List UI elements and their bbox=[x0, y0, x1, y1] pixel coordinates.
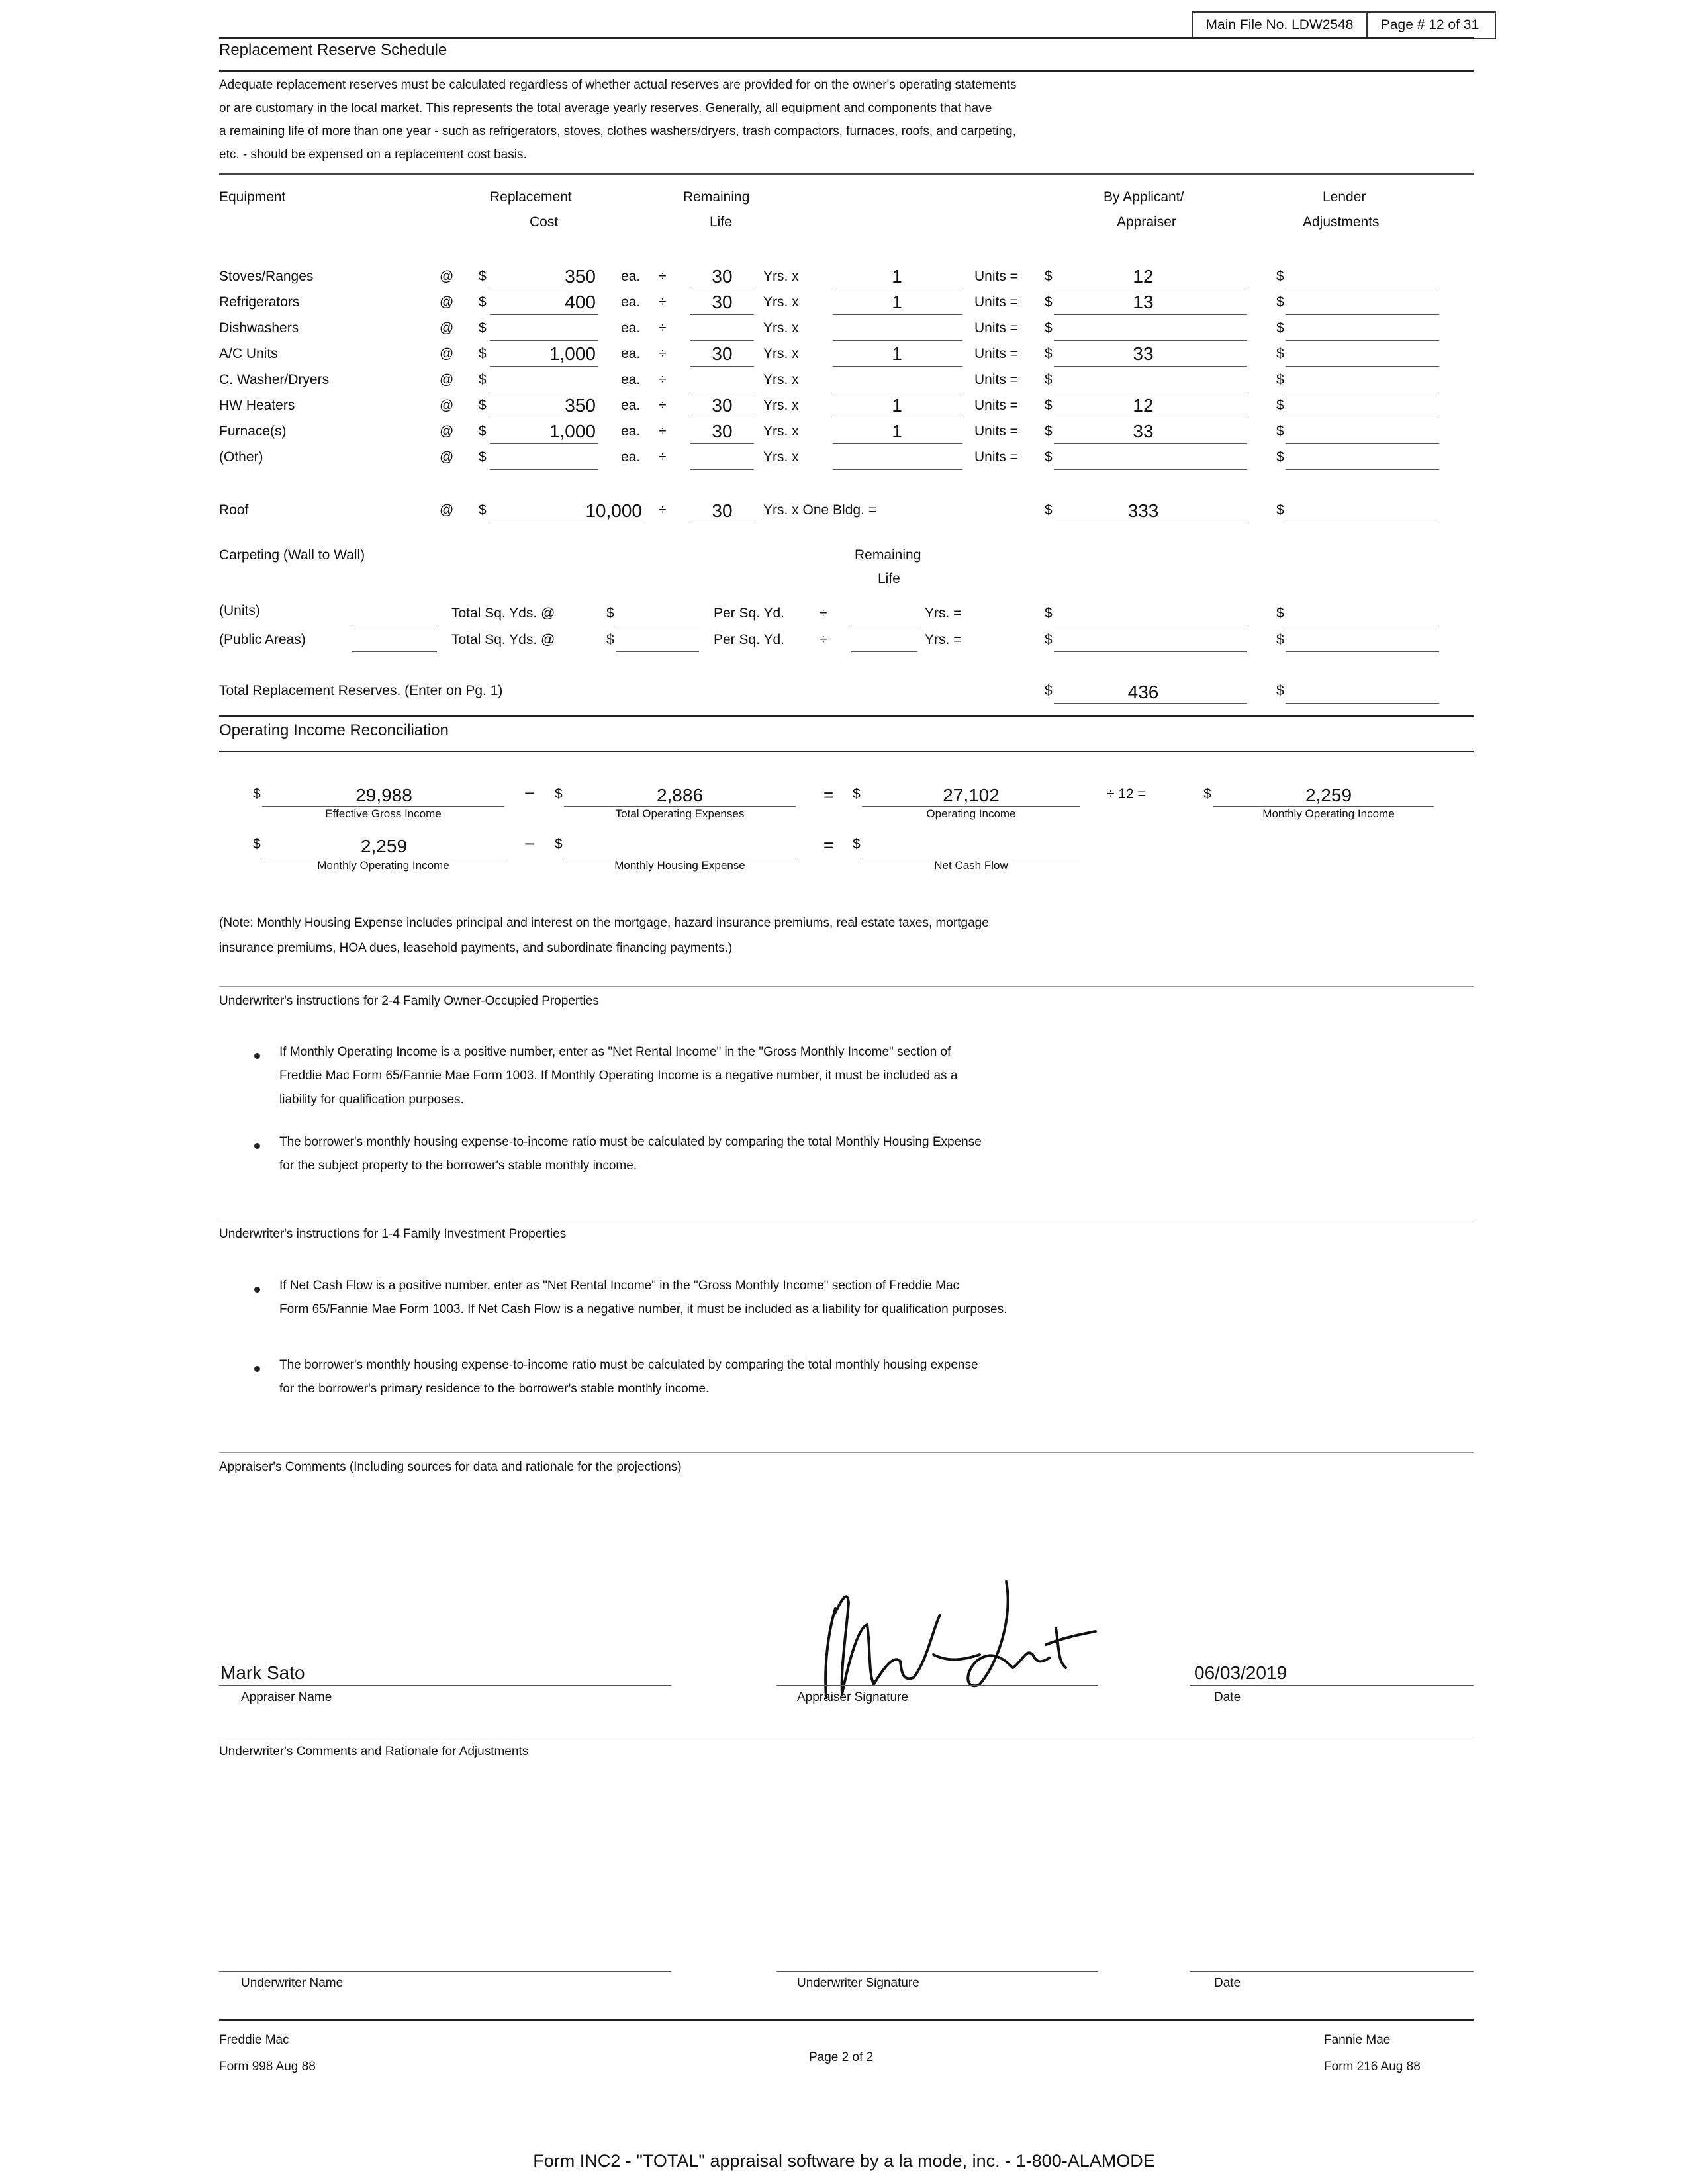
each-label: ea. bbox=[621, 398, 641, 413]
dollar-sign: $ bbox=[1276, 632, 1284, 647]
cost-line bbox=[490, 314, 598, 315]
total-sq-yds: Total Sq. Yds. @ bbox=[451, 606, 555, 621]
per-sq-yd: Per Sq. Yd. bbox=[714, 632, 785, 647]
dollar-sign: $ bbox=[1276, 346, 1284, 361]
software-footer: Form INC2 - "TOTAL" appraisal software by a la mode, inc. - 1-800-ALAMODE bbox=[533, 2151, 1155, 2171]
dollar-sign: $ bbox=[1045, 683, 1053, 698]
minus-sign: − bbox=[524, 834, 535, 854]
yrs-equals: Yrs. = bbox=[925, 606, 962, 621]
underwriter-name-line[interactable] bbox=[219, 1971, 671, 1972]
carpet-life: Life bbox=[878, 571, 900, 586]
amount-line bbox=[1054, 340, 1247, 341]
underwriter-signature-line[interactable] bbox=[776, 1971, 1098, 1972]
dollar-sign: $ bbox=[479, 502, 487, 518]
cost-line bbox=[490, 469, 598, 470]
each-label: ea. bbox=[621, 295, 641, 310]
yrs-times: Yrs. x bbox=[763, 269, 799, 284]
units-equals: Units = bbox=[974, 449, 1018, 465]
at-sign: @ bbox=[440, 372, 454, 387]
at-sign: @ bbox=[440, 269, 454, 284]
unit-count[interactable]: 1 bbox=[892, 266, 902, 287]
at-sign: @ bbox=[440, 424, 454, 439]
each-label: ea. bbox=[621, 449, 641, 465]
total-amount-line bbox=[1054, 703, 1247, 704]
each-label: ea. bbox=[621, 372, 641, 387]
dollar-sign: $ bbox=[1276, 449, 1284, 465]
remaining-life[interactable]: 30 bbox=[712, 292, 733, 312]
equipment-name: A/C Units bbox=[219, 346, 278, 361]
carpet-units-label: (Units) bbox=[219, 603, 260, 618]
intro-line: etc. - should be expensed on a replacement cost basis. bbox=[219, 148, 527, 161]
yrs-times: Yrs. x bbox=[763, 398, 799, 413]
unit-count[interactable]: 1 bbox=[892, 292, 902, 312]
carpet-public-lender-line[interactable] bbox=[1286, 651, 1439, 652]
total-lender-line[interactable] bbox=[1286, 703, 1439, 704]
underwriter-signature-label: Underwriter Signature bbox=[797, 1976, 919, 1990]
cost-line bbox=[490, 340, 598, 341]
remaining-life[interactable]: 30 bbox=[712, 266, 733, 287]
replacement-cost[interactable]: 400 bbox=[565, 292, 596, 312]
uw14-title: Underwriter's instructions for 1-4 Family Investment Properties bbox=[219, 1227, 567, 1241]
total-reserves-amount[interactable]: 436 bbox=[1127, 682, 1159, 702]
bullet-icon bbox=[254, 1366, 260, 1372]
operating-income[interactable]: 27,102 bbox=[943, 785, 1000, 805]
units-line bbox=[833, 469, 962, 470]
col-lender: Lender bbox=[1323, 189, 1366, 205]
dollar-sign: $ bbox=[1276, 398, 1284, 413]
intro-line: Adequate replacement reserves must be calculated regardless of whether actual reserves are provided for on the owner's operating statements bbox=[219, 78, 1017, 92]
moi-line bbox=[1213, 806, 1434, 807]
divide-by-12: ÷ 12 = bbox=[1107, 786, 1146, 801]
effective-gross-income[interactable]: 29,988 bbox=[355, 785, 412, 805]
dollar-sign: $ bbox=[253, 837, 261, 852]
dollar-sign: $ bbox=[1045, 320, 1053, 336]
dollar-sign: $ bbox=[1276, 424, 1284, 439]
dollar-sign: $ bbox=[1045, 269, 1053, 284]
bullet-icon bbox=[254, 1287, 260, 1293]
divide-sign: ÷ bbox=[659, 372, 667, 387]
carpet-public-life-line[interactable] bbox=[851, 651, 917, 652]
dollar-sign: $ bbox=[479, 269, 487, 284]
equipment-name: Furnace(s) bbox=[219, 424, 287, 439]
equipment-name: C. Washer/Dryers bbox=[219, 372, 330, 387]
dollar-sign: $ bbox=[1276, 502, 1284, 518]
uw24-title: Underwriter's instructions for 2-4 Family Owner-Occupied Properties bbox=[219, 994, 599, 1008]
monthly-operating-income-2[interactable]: 2,259 bbox=[360, 836, 408, 856]
moi-label: Monthly Operating Income bbox=[1262, 807, 1395, 820]
equipment-name: Dishwashers bbox=[219, 320, 299, 336]
roof-label: Roof bbox=[219, 502, 249, 518]
oi-label: Operating Income bbox=[926, 807, 1016, 820]
uw24-bullet2-line: for the subject property to the borrower's stable monthly income. bbox=[279, 1159, 637, 1173]
unit-count[interactable]: 1 bbox=[892, 343, 902, 364]
footer-page: Page 2 of 2 bbox=[809, 2050, 874, 2064]
per-sq-yd: Per Sq. Yd. bbox=[714, 606, 785, 621]
uw14-bullet1-line: If Net Cash Flow is a positive number, enter as "Net Rental Income" in the "Gross Monthly Income" section of Freddie Mac bbox=[279, 1279, 960, 1293]
roof-cost[interactable]: 10,000 bbox=[585, 500, 642, 521]
moi2-label: Monthly Operating Income bbox=[317, 859, 449, 872]
units-equals: Units = bbox=[974, 398, 1018, 413]
dollar-sign: $ bbox=[479, 320, 487, 336]
divide-sign: ÷ bbox=[659, 424, 667, 439]
col-equipment: Equipment bbox=[219, 189, 286, 205]
life-line bbox=[690, 314, 754, 315]
cost-line bbox=[490, 366, 598, 367]
each-label: ea. bbox=[621, 269, 641, 284]
appraisal-date[interactable]: 06/03/2019 bbox=[1194, 1662, 1288, 1683]
col-adjustments: Adjustments bbox=[1303, 214, 1380, 230]
each-label: ea. bbox=[621, 424, 641, 439]
replacement-cost[interactable]: 350 bbox=[565, 266, 596, 287]
main-file-number: Main File No. LDW2548 bbox=[1192, 11, 1368, 39]
monthly-operating-income[interactable]: 2,259 bbox=[1305, 785, 1352, 805]
dollar-sign: $ bbox=[1276, 606, 1284, 621]
bullet-icon bbox=[254, 1053, 260, 1059]
dollar-sign: $ bbox=[479, 449, 487, 465]
divider bbox=[219, 1452, 1474, 1453]
yrs-times: Yrs. x bbox=[763, 346, 799, 361]
dollar-sign: $ bbox=[479, 372, 487, 387]
units-equals: Units = bbox=[974, 372, 1018, 387]
units-equals: Units = bbox=[974, 295, 1018, 310]
appraiser-signature-label: Appraiser Signature bbox=[797, 1690, 908, 1704]
divider bbox=[219, 715, 1474, 717]
equals-sign: = bbox=[823, 785, 834, 805]
remaining-life[interactable]: 30 bbox=[712, 343, 733, 364]
divide-sign: ÷ bbox=[659, 346, 667, 361]
at-sign: @ bbox=[440, 449, 454, 465]
roof-life[interactable]: 30 bbox=[712, 500, 733, 521]
units-line bbox=[833, 366, 962, 367]
replacement-cost[interactable]: 1,000 bbox=[549, 343, 596, 364]
underwriter-date-line[interactable] bbox=[1190, 1971, 1474, 1972]
note-line: insurance premiums, HOA dues, leasehold payments, and subordinate financing payments.) bbox=[219, 941, 733, 955]
uw14-bullet2-line: for the borrower's primary residence to the borrower's stable monthly income. bbox=[279, 1382, 710, 1396]
dollar-sign: $ bbox=[1045, 606, 1053, 621]
applicant-amount[interactable]: 13 bbox=[1133, 292, 1154, 312]
divider bbox=[219, 2019, 1474, 2021]
dollar-sign: $ bbox=[1045, 449, 1053, 465]
at-sign: @ bbox=[440, 320, 454, 336]
dollar-sign: $ bbox=[479, 295, 487, 310]
at-sign: @ bbox=[440, 502, 454, 518]
dollar-sign: $ bbox=[1276, 295, 1284, 310]
dollar-sign: $ bbox=[555, 837, 563, 852]
yrs-times: Yrs. x bbox=[763, 372, 799, 387]
equipment-name: (Other) bbox=[219, 449, 263, 465]
divider bbox=[219, 37, 1474, 39]
ncf-label: Net Cash Flow bbox=[934, 859, 1008, 872]
dollar-sign: $ bbox=[1276, 269, 1284, 284]
underwriter-name-label: Underwriter Name bbox=[241, 1976, 344, 1990]
appraiser-comments-title: Appraiser's Comments (Including sources for data and rationale for the projections) bbox=[219, 1460, 682, 1474]
dollar-sign: $ bbox=[1276, 372, 1284, 387]
divider bbox=[219, 986, 1474, 987]
divider bbox=[219, 173, 1474, 175]
units-line bbox=[833, 340, 962, 341]
dollar-sign: $ bbox=[555, 786, 563, 801]
dollar-sign: $ bbox=[606, 606, 614, 621]
lender-line[interactable] bbox=[1286, 314, 1439, 315]
equipment-name: Stoves/Ranges bbox=[219, 269, 314, 284]
bullet-icon bbox=[254, 1143, 260, 1149]
footer-freddie-mac: Freddie Mac bbox=[219, 2033, 289, 2047]
col-cost: Cost bbox=[530, 214, 559, 230]
col-appraiser: Appraiser bbox=[1117, 214, 1176, 230]
uw24-bullet1-line: liability for qualification purposes. bbox=[279, 1093, 464, 1107]
unit-count[interactable]: 1 bbox=[892, 395, 902, 416]
amount-line bbox=[1054, 469, 1247, 470]
carpet-remaining: Remaining bbox=[855, 547, 921, 563]
dollar-sign: $ bbox=[479, 346, 487, 361]
applicant-amount[interactable]: 33 bbox=[1133, 421, 1154, 441]
egi-label: Effective Gross Income bbox=[325, 807, 442, 820]
uw24-bullet1-line: Freddie Mac Form 65/Fannie Mae Form 1003. If Monthly Operating Income is a negative number, it must be included as a bbox=[279, 1069, 958, 1083]
divider bbox=[219, 70, 1474, 72]
carpet-public-qty-line[interactable] bbox=[352, 651, 437, 652]
total-operating-expenses[interactable]: 2,886 bbox=[656, 785, 704, 805]
life-line bbox=[690, 443, 754, 444]
mhe-label: Monthly Housing Expense bbox=[614, 859, 745, 872]
uw24-bullet2-line: The borrower's monthly housing expense-to-income ratio must be calculated by comparing the total Monthly Housing Expense bbox=[279, 1135, 982, 1149]
life-line bbox=[690, 366, 754, 367]
footer-fannie-mae: Fannie Mae bbox=[1324, 2033, 1391, 2047]
appraiser-signature-line bbox=[776, 1685, 1098, 1686]
dollar-sign: $ bbox=[1045, 346, 1053, 361]
units-line bbox=[833, 443, 962, 444]
dollar-sign: $ bbox=[853, 837, 861, 852]
appraiser-name[interactable]: Mark Sato bbox=[220, 1662, 305, 1683]
dollar-sign: $ bbox=[1045, 295, 1053, 310]
remaining-life[interactable]: 30 bbox=[712, 421, 733, 441]
units-line bbox=[833, 314, 962, 315]
at-sign: @ bbox=[440, 398, 454, 413]
footer-fannie-form: Form 216 Aug 88 bbox=[1324, 2060, 1421, 2073]
unit-count[interactable]: 1 bbox=[892, 421, 902, 441]
dollar-sign: $ bbox=[1045, 372, 1053, 387]
intro-line: a remaining life of more than one year - such as refrigerators, stoves, clothes washers/dryers, trash compactors, furnaces, roofs, and carpeting, bbox=[219, 124, 1016, 138]
egi-line bbox=[262, 806, 504, 807]
divide-sign: ÷ bbox=[659, 295, 667, 310]
underwriter-date-label: Date bbox=[1214, 1976, 1241, 1990]
dollar-sign: $ bbox=[1045, 398, 1053, 413]
remaining-life[interactable]: 30 bbox=[712, 395, 733, 416]
life-line bbox=[690, 340, 754, 341]
date-line bbox=[1190, 1685, 1474, 1686]
divide-sign: ÷ bbox=[820, 606, 827, 621]
total-sq-yds: Total Sq. Yds. @ bbox=[451, 632, 555, 647]
equipment-name: HW Heaters bbox=[219, 398, 295, 413]
toe-line bbox=[564, 806, 796, 807]
equipment-name: Refrigerators bbox=[219, 295, 300, 310]
carpet-public-label: (Public Areas) bbox=[219, 632, 306, 647]
dollar-sign: $ bbox=[1045, 632, 1053, 647]
dollar-sign: $ bbox=[853, 786, 861, 801]
appraiser-name-line bbox=[219, 1685, 671, 1686]
section-title-oir: Operating Income Reconciliation bbox=[219, 721, 449, 739]
yrs-times: Yrs. x bbox=[763, 295, 799, 310]
equals-sign: = bbox=[823, 835, 834, 855]
roof-yrs-one-bldg: Yrs. x One Bldg. = bbox=[763, 502, 876, 518]
divide-sign: ÷ bbox=[659, 269, 667, 284]
lender-line[interactable] bbox=[1286, 366, 1439, 367]
divide-sign: ÷ bbox=[659, 502, 667, 518]
units-equals: Units = bbox=[974, 269, 1018, 284]
divide-sign: ÷ bbox=[820, 632, 827, 647]
appraiser-signature bbox=[794, 1562, 1099, 1701]
amount-line bbox=[1054, 443, 1247, 444]
yrs-times: Yrs. x bbox=[763, 320, 799, 336]
units-equals: Units = bbox=[974, 346, 1018, 361]
col-replacement: Replacement bbox=[490, 189, 572, 205]
toe-label: Total Operating Expenses bbox=[615, 807, 745, 820]
carpeting-label: Carpeting (Wall to Wall) bbox=[219, 547, 365, 563]
page-number: Page # 12 of 31 bbox=[1365, 11, 1496, 39]
dollar-sign: $ bbox=[1045, 502, 1053, 518]
amount-line bbox=[1054, 314, 1247, 315]
dollar-sign: $ bbox=[253, 786, 261, 801]
divide-sign: ÷ bbox=[659, 449, 667, 465]
cost-line bbox=[490, 443, 598, 444]
applicant-amount[interactable]: 12 bbox=[1133, 266, 1154, 287]
amount-line bbox=[1054, 366, 1247, 367]
total-reserves-label: Total Replacement Reserves. (Enter on Pg. 1) bbox=[219, 683, 503, 698]
dollar-sign: $ bbox=[479, 398, 487, 413]
each-label: ea. bbox=[621, 346, 641, 361]
each-label: ea. bbox=[621, 320, 641, 336]
oi-line bbox=[862, 806, 1080, 807]
at-sign: @ bbox=[440, 295, 454, 310]
dollar-sign: $ bbox=[1276, 320, 1284, 336]
dollar-sign: $ bbox=[1276, 683, 1284, 698]
applicant-amount[interactable]: 33 bbox=[1133, 343, 1154, 364]
section-title-replacement-reserve: Replacement Reserve Schedule bbox=[219, 41, 447, 59]
uw14-bullet2-line: The borrower's monthly housing expense-to-income ratio must be calculated by comparing the total monthly housing expense bbox=[279, 1358, 978, 1372]
date-label: Date bbox=[1214, 1690, 1241, 1704]
col-life: Life bbox=[710, 214, 732, 230]
divide-sign: ÷ bbox=[659, 320, 667, 336]
at-sign: @ bbox=[440, 346, 454, 361]
footer-freddie-form: Form 998 Aug 88 bbox=[219, 2060, 316, 2073]
intro-line: or are customary in the local market. This represents the total average yearly reserves. Generally, all equipment and components that have bbox=[219, 101, 992, 115]
carpet-public-price-line[interactable] bbox=[616, 651, 699, 652]
units-equals: Units = bbox=[974, 320, 1018, 336]
uw14-bullet1-line: Form 65/Fannie Mae Form 1003. If Net Cash Flow is a negative number, it must be included as a liability for qualification purposes. bbox=[279, 1302, 1008, 1316]
units-equals: Units = bbox=[974, 424, 1018, 439]
col-remaining: Remaining bbox=[683, 189, 750, 205]
dollar-sign: $ bbox=[479, 424, 487, 439]
replacement-cost[interactable]: 1,000 bbox=[549, 421, 596, 441]
yrs-times: Yrs. x bbox=[763, 424, 799, 439]
dollar-sign: $ bbox=[606, 632, 614, 647]
appraiser-name-label: Appraiser Name bbox=[241, 1690, 332, 1704]
roof-amount[interactable]: 333 bbox=[1127, 500, 1159, 521]
col-by-applicant: By Applicant/ bbox=[1103, 189, 1184, 205]
lender-line[interactable] bbox=[1286, 340, 1439, 341]
lender-line[interactable] bbox=[1286, 469, 1439, 470]
note-line: (Note: Monthly Housing Expense includes principal and interest on the mortgage, hazard insurance premiums, real estate taxes, mortgage bbox=[219, 916, 989, 930]
yrs-times: Yrs. x bbox=[763, 449, 799, 465]
minus-sign: − bbox=[524, 783, 535, 803]
dollar-sign: $ bbox=[1203, 786, 1211, 801]
divider bbox=[219, 751, 1474, 752]
carpet-public-amount-line[interactable] bbox=[1054, 651, 1247, 652]
divide-sign: ÷ bbox=[659, 398, 667, 413]
life-line bbox=[690, 469, 754, 470]
lender-line[interactable] bbox=[1286, 443, 1439, 444]
uw24-bullet1-line: If Monthly Operating Income is a positive number, enter as "Net Rental Income" in the "Gross Monthly Income" section of bbox=[279, 1045, 951, 1059]
dollar-sign: $ bbox=[1045, 424, 1053, 439]
yrs-equals: Yrs. = bbox=[925, 632, 962, 647]
underwriter-comments-title: Underwriter's Comments and Rationale for Adjustments bbox=[219, 1745, 529, 1758]
applicant-amount[interactable]: 12 bbox=[1133, 395, 1154, 416]
replacement-cost[interactable]: 350 bbox=[565, 395, 596, 416]
